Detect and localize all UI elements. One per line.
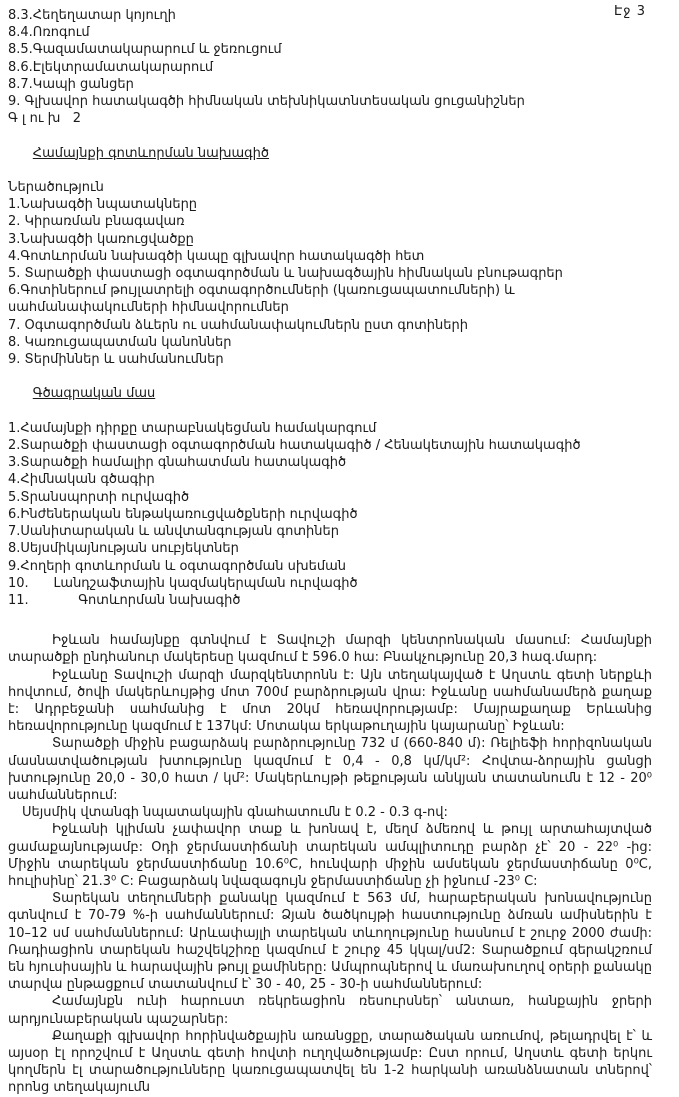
section-title: Համայնքի գոտևորման նախագիծ <box>32 145 270 161</box>
toc-item: 8.4.Ոռոգում <box>8 25 90 41</box>
toc-item: 9. Տերմիններ և սահմանումներ <box>8 352 224 368</box>
toc-item: 8.7.Կապի ցանցեր <box>8 76 134 92</box>
body-paragraph: Համայնքն ունի հարուստ ռեկրեացիոն ռեսուրսներ՝ անտառ, հանքային ջրերի արդյունաբերական պաշարներ: <box>8 994 652 1027</box>
toc-item: 1.Համայնքի դիրքը տարաբնակեցման համակարգում <box>8 420 377 436</box>
toc-item: 3.Նախագծի կառուցվածքը <box>8 231 194 247</box>
body-text <box>8 632 652 1096</box>
body-paragraph: Տարածքի միջին բացարձակ բարձրությունը 732 մ (660-840 մ): Ռելիեֆի հորիզոնական մասնատվածության խտությունը կազմում է 0,4 - 0,8 կմ/կմ²: Հովտա-ձորային ցանցի խտությունը 20,0 - 30,0 հատ / կմ²: Մակերևույթի թեքության անկյան տատանումն է 12 - 20⁰ սահմաններում: <box>8 736 652 803</box>
toc-item: 4.Հիմնական գծագիր <box>8 472 155 488</box>
toc-item: 9. Գլխավոր հատակագծի հիմնական տեխնիկատնտեսական ցուցանիշներ <box>8 94 525 110</box>
intro-heading: Ներածություն <box>8 180 104 196</box>
body-paragraph: Իջևանի կլիման չափավոր տաք և խոնավ է, մեղմ ձմեռով և թույլ արտահայտված ցամաքայնությամբ: Օդի ջերմաստիճանի տարեկան ամպլիտուդը բարձր չէ՝ 20 - 22⁰ -ից: Միջին տարեկան ջերմաստիճանը 10.6⁰C, հունվարի միջին ամսեկան ջերմաստիճանը 0⁰C, հուլիսինը՝ 21.3⁰ C: Բացարձակ նվազագույն ջերմաստիճանը չի իջնում -23⁰ C: <box>8 822 652 889</box>
toc-item: 8.Սեյսմիկայնության սուբյեկտներ <box>8 541 239 557</box>
toc-item: 1.Նախագծի նպատակները <box>8 197 198 213</box>
toc-item: 8.5.Գազամատակարարում և ջեռուցում <box>8 42 282 58</box>
chapter-heading: Գ լ ու խ 2 <box>8 111 82 127</box>
toc-line <box>8 127 652 179</box>
graphic-part-heading: Գծագրական մաս <box>32 386 156 402</box>
toc-item: 4.Գոտևորման նախագծի կապը գլխավոր հատակագծի հետ <box>8 248 425 264</box>
toc-item: 8.3.Հեղեղատար կոյուղի <box>8 8 176 23</box>
toc-item: 9.Հողերի գոտևորման և օգտագործման սխեման <box>8 558 347 574</box>
toc-item: 7.Սանիտարական և անվտանգության գոտիներ <box>8 524 339 540</box>
toc-item: 6.Ինժեներական ենթակառուցվածքների ուրվագիծ <box>8 506 358 522</box>
toc-line <box>8 368 652 420</box>
page-number: Էջ 3 <box>613 4 646 19</box>
table-of-contents <box>8 7 652 609</box>
toc-item: 3.Տարածքի համալիր գնահատման հատակագիծ <box>8 455 347 471</box>
toc-item: 2. Կիրառման բնագավառ <box>8 214 185 230</box>
toc-item: 5.Տրանսպորտի ուրվագիծ <box>8 489 190 505</box>
body-paragraph: Քաղաքի գլխավոր հորինվածքային առանցքը, տարածական առումով, թելադրվել է՝ և այսօր էլ որոշվում է Աղստև գետի հովտի ուղղվածությամբ: Ըստ որում, Աղստև գետի երկու կողմերն էլ տարածությունները կառուցապատվել են 1-2 հարկանի առանձնատան տներով՝ որոնց տեղակայումն <box>8 1028 652 1096</box>
toc-item: 10. Լանդշաֆտային կազմակերպման ուրվագիծ <box>8 575 358 591</box>
toc-item: 5. Տարածքի փաստացի օգտագործման և նախագծային հիմնական բնութագրեր <box>8 266 563 282</box>
toc-item: 8.6.Էլեկտրամատակարարում <box>8 59 214 75</box>
body-paragraph: Տարեկան տեղումների քանակը կազմում է 563 մմ, հարաբերական խոնավությունը գտնվում է 70-79 %-ի սահմաններում: Ձյան ծածկույթի հաստությունը ձմռան ամիսներին է 10–12 սմ սահմաններում: Արևափայլի տարեկան տևողությունը հասնում է շուրջ 2000 ժամի: Ռադիացիոն տարեկան հաշվեկշիռը կազմում է շուրջ 45 կկալ/սմ2: Տարածքում գերակշռում են հյուսիսային և հարավային թույլ քամիները: Ամպրոպներով և մառախուղով օրերի քանակը տարվա ընթացքում տատանվում է՝ 30 - 40, 25 - 30-ի սահմաններում: <box>8 891 652 993</box>
body-paragraph: Իջևանը Տավուշի մարզի մարզկենտրոնն է: Այն տեղակայված է Աղստև գետի ներքևի հովտում, ծովի մակերևույթից մոտ 700մ բարձրության վրա: Իջևանը սահմանամերձ քաղաք է: Ադրբեջանի սահմանից է մոտ 20կմ հեռավորությամբ: Մայրաքաղաք Երևանից հեռավորությունը կազմում է 137կմ: Մոտակա երկաթուղային կայարանը՝ Իջևան: <box>8 667 652 735</box>
body-paragraph: Իջևան համայնքը գտնվում է Տավուշի մարզի կենտրոնական մասում: Համայնքի տարածքի ընդհանուր մակերեսը կազմում է 596.0 հա: Բնակչությունը 20,3 հազ.մարդ: <box>8 633 652 666</box>
toc-item: 2.Տարածքի փաստացի օգտագործման հատակագիծ / Հենակետային հատակագիծ <box>8 438 581 454</box>
toc-item: 7. Օգտագործման ձևերն ու սահմանափակումներն ըստ գոտիների <box>8 317 468 333</box>
body-paragraph: Սեյսմիկ վտանգի նպատակային գնահատումն է 0.2 - 0.3 գ-ով: <box>22 805 448 821</box>
toc-item: 11. Գոտևորման նախագիծ <box>8 592 241 608</box>
toc-item: 8. Կառուցապատման կանոններ <box>8 334 232 350</box>
toc-item: 6.Գոտիներում թույլատրելի օգտագործումների (կառուցապատումների) և սահմանափակումների հիմնավորումներ <box>8 283 519 316</box>
